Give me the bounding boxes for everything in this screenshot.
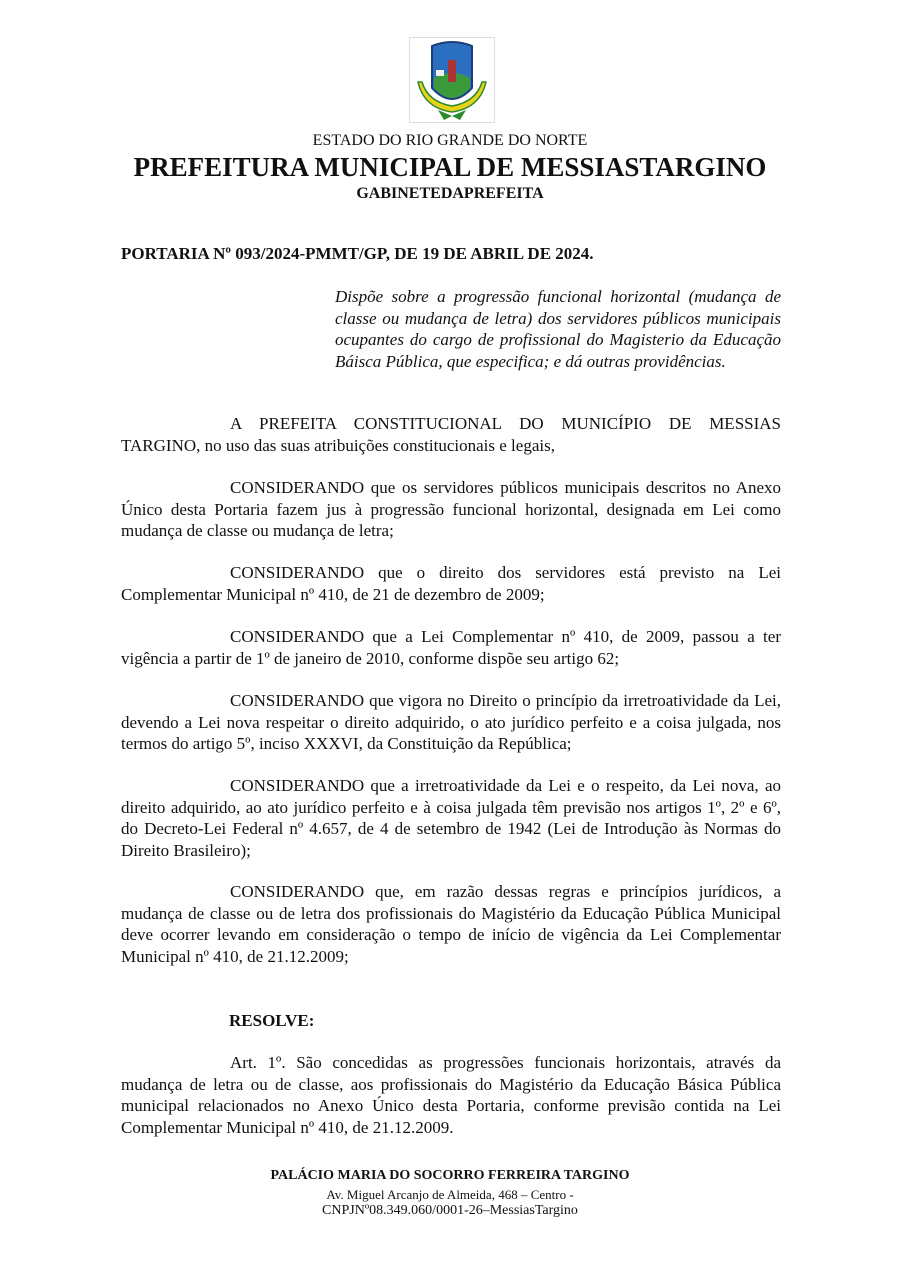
paragraph-considering-1: CONSIDERANDO que os servidores públicos municipais descritos no Anexo Único desta Portaria fazem jus à progressão funcional horizontal, designada em Lei como mudança de classe ou mudança de letra; — [121, 478, 781, 540]
paragraph-considering-5: CONSIDERANDO que a irretroatividade da Lei e o respeito, da Lei nova, ao direito adquirido, ao ato jurídico perfeito e à coisa julgada têm previsão nos artigos 1º, 2º e 6º, do Decreto-Lei Federal nº 4.657, de 4 de setembro de 1942 (Lei de Introdução às Normas do Direito Brasileiro); — [121, 776, 781, 860]
paragraph-considering-2: CONSIDERANDO que o direito dos servidores está previsto na Lei Complementar Municipal nº 410, de 21 de dezembro de 2009; — [121, 563, 781, 604]
paragraph-considering-4: CONSIDERANDO que vigora no Direito o princípio da irretroatividade da Lei, devendo a Lei nova respeitar o direito adquirido, o ato jurídico perfeito e a coisa julgada, nos termos do artigo 5º, inciso XXXVI, da Constituição da República; — [121, 691, 781, 753]
municipality-name: PREFEITURA MUNICIPAL DE MESSIASTARGINO — [133, 152, 767, 182]
article-1: Art. 1º. São concedidas as progressões funcionais horizontais, através da mudança de letra ou de classe, aos profissionais do Magistério da Educação Básica Pública municipal relacionados no Anexo Único desta Portaria, conforme previsão contida na Lei Complementar Municipal nº 410, de 21.12.2009. — [121, 1053, 781, 1137]
paragraph-considering-6: CONSIDERANDO que, em razão dessas regras e princípios jurídicos, a mudança de classe ou de letra dos profissionais do Magistério da Educação Pública Municipal deve ocorrer levando em consideração o tempo de início de vigência da Lei Complementar Municipal nº 410, de 21.12.2009; — [121, 882, 781, 966]
footer-palace: PALÁCIO MARIA DO SOCORRO FERREIRA TARGINO — [270, 1168, 630, 1183]
paragraph-preamble: A PREFEITA CONSTITUCIONAL DO MUNICÍPIO DE MESSIAS TARGINO, no uso das suas atribuições constitucionais e legais, — [121, 414, 781, 455]
footer-cnpj: CNPJNº08.349.060/0001-26–MessiasTargino — [322, 1203, 578, 1218]
municipal-coat-of-arms-logo — [409, 37, 495, 123]
footer-address: Av. Miguel Arcanjo de Almeida, 468 – Centro - — [326, 1187, 574, 1202]
paragraph-considering-3: CONSIDERANDO que a Lei Complementar nº 410, de 2009, passou a ter vigência a partir de 1º de janeiro de 2010, conforme dispõe seu artigo 62; — [121, 627, 781, 668]
office-name: GABINETEDAPREFEITA — [356, 185, 544, 202]
resolve-heading: RESOLVE: — [229, 1011, 315, 1030]
ordinance-title: PORTARIA Nº 093/2024-PMMT/GP, DE 19 DE ABRIL DE 2024. — [121, 244, 594, 263]
state-name: ESTADO DO RIO GRANDE DO NORTE — [312, 132, 588, 149]
ordinance-summary: Dispõe sobre a progressão funcional horizontal (mudança de classe ou mudança de letra) dos servidores públicos municipais ocupantes do cargo de profissional do Magisterio da Educação Báisca Pública, que especifica; e dá outras providências. — [335, 287, 781, 371]
